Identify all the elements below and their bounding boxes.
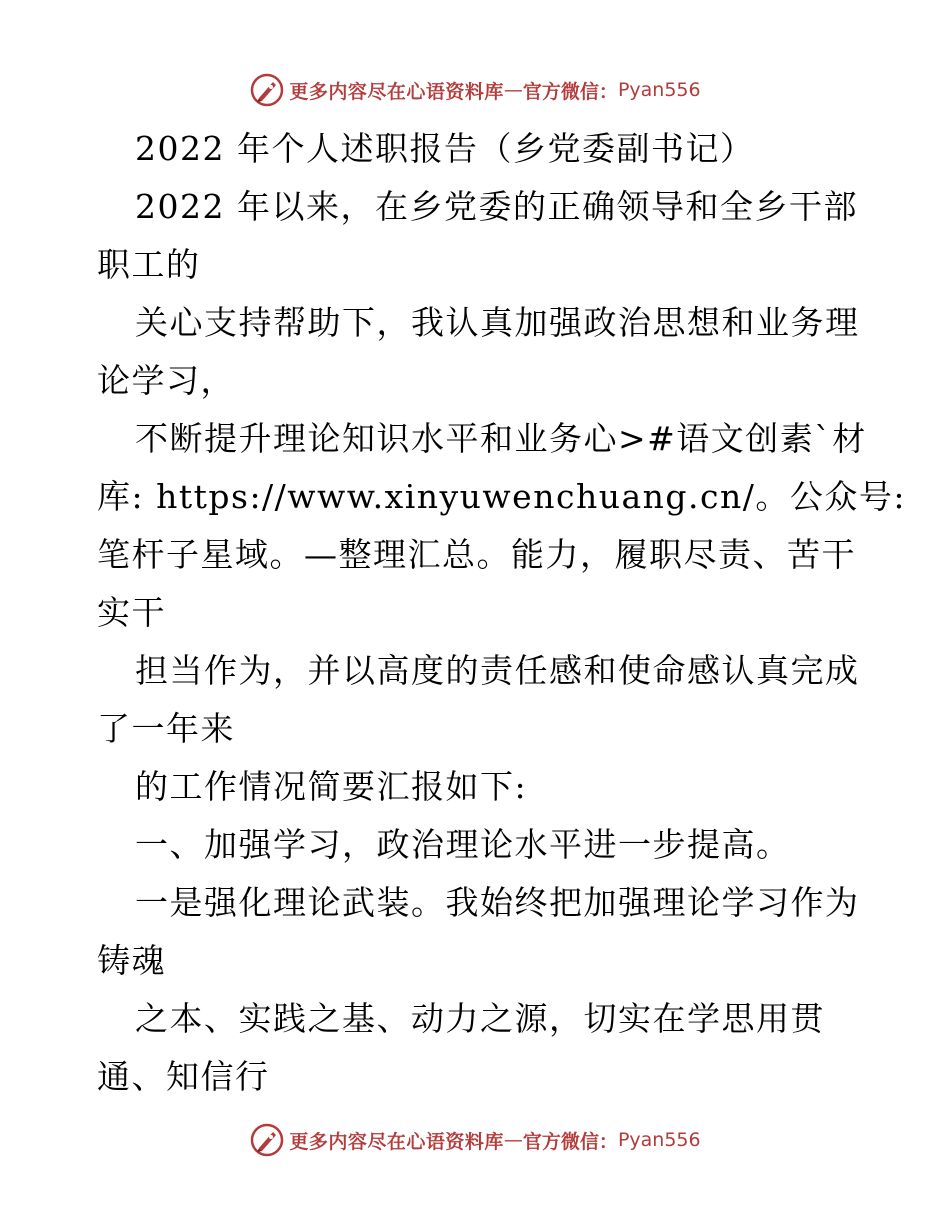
header-banner [0,70,950,110]
banner-contact-id: Pyan556 [617,79,701,101]
header-banner-content [249,72,700,108]
banner-title: 更多内容尽在心语资料库 [289,80,504,103]
footer-banner [0,1120,950,1160]
section-heading: 一、加强学习，政治理论水平进一步提高。 [135,825,791,864]
paragraph-line: 的工作情况简要汇报如下: [135,767,528,806]
paragraph-line: 铸魂 [97,941,166,980]
paragraph-line: 关心支持帮助下，我认真加强政治思想和业务理 [135,303,860,342]
banner-separator: — [503,79,523,101]
banner-contact-id: Pyan556 [617,1129,701,1151]
paragraph-line: 实干 [97,593,166,632]
paragraph-line: 不断提升理论知识水平和业务心>#语文创素`材 [135,419,867,458]
banner-title: 更多内容尽在心语资料库 [289,1130,504,1153]
footer-banner-content [249,1122,700,1158]
paragraph-line: 论学习， [97,361,235,400]
paragraph-line: 库: https://www.xinyuwenchuang.cn/。公众号: [97,477,906,516]
paragraph-line: 2022 年以来，在乡党委的正确领导和全乡干部 [135,187,858,226]
paragraph-line: 担当作为，并以高度的责任感和使命感认真完成 [135,651,860,690]
paragraph-line: 了一年来 [97,709,235,748]
paragraph-line: 通、知信行 [97,1057,270,1096]
doc-title: 2022 年个人述职报告（乡党委副书记） [135,129,755,168]
paragraph-line: 笔杆子星域。—整理汇总。能力，履职尽责、苦干 [97,535,856,574]
banner-separator: — [503,1129,523,1151]
paragraph-line: 之本、实践之基、动力之源，切实在学思用贯 [135,999,825,1038]
paragraph-line: 一是强化理论武装。我始终把加强理论学习作为 [135,883,860,922]
banner-contact-label: 官方微信： [522,80,618,103]
banner-contact-label: 官方微信： [522,1130,618,1153]
paragraph-line: 职工的 [97,245,201,284]
pen-logo-icon [249,1122,285,1158]
document-body [97,120,906,1106]
pen-logo-icon [249,72,285,108]
